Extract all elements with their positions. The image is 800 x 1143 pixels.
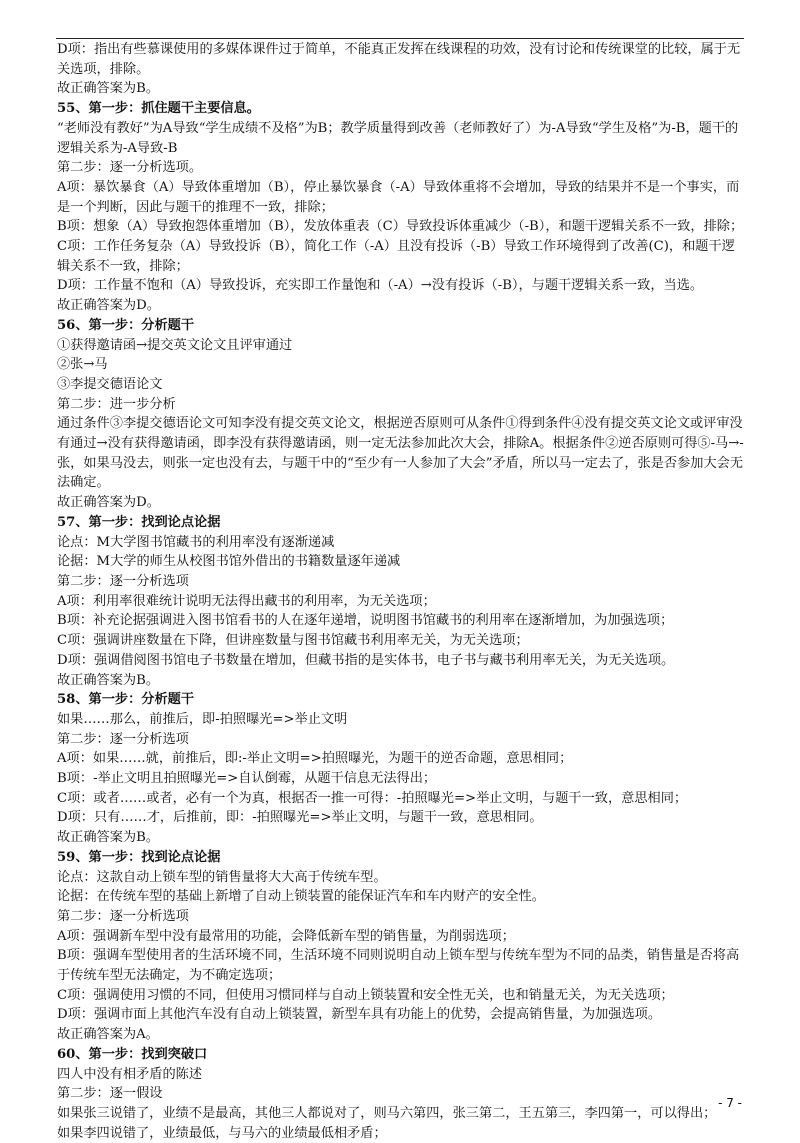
page-number: - 7 - — [718, 1096, 742, 1110]
text-line: 故正确答案为A。 — [57, 1027, 159, 1043]
text-line: A项：强调新车型中没有最常用的功能，会降低新车型的销售量，为削弱选项； — [57, 928, 515, 944]
text-line: C项：强调讲座数量在下降，但讲座数量与图书馆藏书利用率无关，为无关选项； — [57, 633, 529, 649]
text-line: 第二步：逐一分析选项 — [57, 731, 189, 747]
text-line: ②张→马 — [57, 357, 108, 373]
text-line: 第二步：逐一分析选项 — [57, 573, 189, 589]
text-line: “老师没有教好”为A导致“学生成绩不及格”为B；教学质量得到改善（老师教好了）为-A导致“学生及格”为-B，题干的逻辑关系为-A导致-B — [57, 120, 739, 156]
question-heading: 55、第一步：抓住题干主要信息。 — [57, 101, 260, 117]
text-line: 论据：在传统车型的基础上新增了自动上锁装置的能保证汽车和车内财产的安全性。 — [57, 889, 545, 905]
text-line: 故正确答案为D。 — [57, 298, 160, 314]
text-line: D项：强调市面上其他汽车没有自动上锁装置，新型车具有功能上的优势，会提高销售量，为加强选项。 — [57, 1007, 662, 1023]
text-line: C项：或者……或者，必有一个为真，根据否一推一可得：-拍照曝光=>举止文明，与题干一致，意思相同； — [57, 790, 688, 806]
question-heading: 56、第一步：分析题干 — [57, 317, 195, 333]
text-line: B项：想象（A）导致抱怨体重增加（B），发放体重表（C）导致投诉体重减少（-B），和题干逻辑关系不一致，排除； — [57, 219, 744, 235]
text-line: B项：强调车型使用者的生活环境不同，生活环境不同则说明自动上锁车型与传统车型为不同的品类，销售量是否将高于传统车型无法确定，为不确定选项； — [57, 948, 740, 984]
text-line: A项：利用率很难统计说明无法得出藏书的利用率，为无关选项； — [57, 593, 436, 609]
text-line: A项：如果……就，前推后，即:-举止文明=>拍照曝光，为题干的逆否命题，意思相同； — [57, 751, 573, 767]
text-line: D项：只有……才，后推前，即：-拍照曝光=>举止文明，与题干一致，意思相同。 — [57, 810, 543, 826]
text-line: B项：补充论据强调进入图书馆看书的人在逐年递增，说明图书馆藏书的利用率在逐渐增加，为加强选项； — [57, 613, 674, 629]
text-line: 第二步：逐一分析选项 — [57, 908, 189, 924]
text-line: 第二步：逐一分析选项。 — [57, 160, 203, 176]
text-line: 四人中没有相矛盾的陈述 — [57, 1066, 203, 1082]
text-line: ③李提交德语论文 — [57, 376, 163, 392]
header-rule — [56, 38, 744, 39]
question-heading: 60、第一步：找到突破口 — [57, 1046, 208, 1062]
text-line: 故正确答案为B。 — [57, 81, 160, 97]
question-heading: 59、第一步：找到论点论据 — [57, 849, 221, 865]
text-line: D项：工作量不饱和（A）导致投诉，充实即工作量饱和（-A）→没有投诉（-B），与题干逻辑关系一致，当选。 — [57, 278, 704, 294]
question-heading: 58、第一步：分析题干 — [57, 692, 195, 708]
text-line: 第二步：进一步分析 — [57, 396, 176, 412]
text-line: 论点：M大学图书馆藏书的利用率没有逐渐递减 — [57, 534, 335, 550]
text-line: D项：指出有些慕课使用的多媒体课件过于简单，不能真正发挥在线课程的功效，没有讨论和传统课堂的比较，属于无关选项，排除。 — [57, 42, 741, 77]
text-line: ①获得邀请函→提交英文论文且评审通过 — [57, 337, 293, 353]
text-line: 故正确答案为B。 — [57, 672, 160, 688]
text-line: 如果李四说错了，业绩最低，与马六的业绩最低相矛盾； — [57, 1125, 387, 1141]
text-line: A项：暴饮暴食（A）导致体重增加（B），停止暴饮暴食（-A）导致体重将不会增加，导致的结果并不是一个事实，而是一个判断，因此与题干的推理不一致，排除； — [57, 179, 740, 215]
text-line: D项：强调借阅图书馆电子书数量在增加，但藏书指的是实体书，电子书与藏书利用率无关，为无关选项。 — [57, 652, 675, 668]
text-line: C项：工作任务复杂（A）导致投诉（B），简化工作（-A）且没有投诉（-B）导致工作环境得到了改善(C)，和题干逻辑关系不一致，排除； — [57, 239, 735, 274]
question-heading: 57、第一步：找到论点论据 — [57, 514, 221, 530]
text-line: 如果……那么，前推后，即-拍照曝光=>举止文明 — [57, 711, 348, 727]
text-line: 通过条件③李提交德语论文可知李没有提交英文论文，根据逆否原则可从条件①得到条件④没有提交英文论文或评审没有通过→没有获得邀请函，即李没有获得邀请函，则一定无法参加此次大会，排除A。根据条件②逆否原则可得⑤-马→-张，如果马没去，则张一定也没有去，与题干中的“至少有一人参加了大会”矛盾，所以马一定去了，张是否参加大会无法确定。 — [57, 416, 744, 491]
text-line: 论点：这款自动上锁车型的销售量将大大高于传统车型。 — [57, 869, 387, 885]
document-body — [57, 40, 748, 1143]
text-line: C项：强调使用习惯的不同，但使用习惯同样与自动上锁装置和安全性无关，也和销量无关，为无关选项； — [57, 987, 674, 1003]
text-line: B项：-举止文明且拍照曝光=>自认倒霉，从题干信息无法得出； — [57, 771, 437, 787]
text-line: 故正确答案为D。 — [57, 495, 160, 511]
text-line: 第二步：逐一假设 — [57, 1086, 163, 1102]
text-line: 故正确答案为B。 — [57, 830, 160, 846]
text-line: 论据：M大学的师生从校图书馆外借出的书籍数量逐年递减 — [57, 554, 401, 570]
text-line: 如果张三说错了，业绩不是最高，其他三人都说对了，则马六第四，张三第二，王五第三，李四第一，可以得出； — [57, 1105, 717, 1121]
